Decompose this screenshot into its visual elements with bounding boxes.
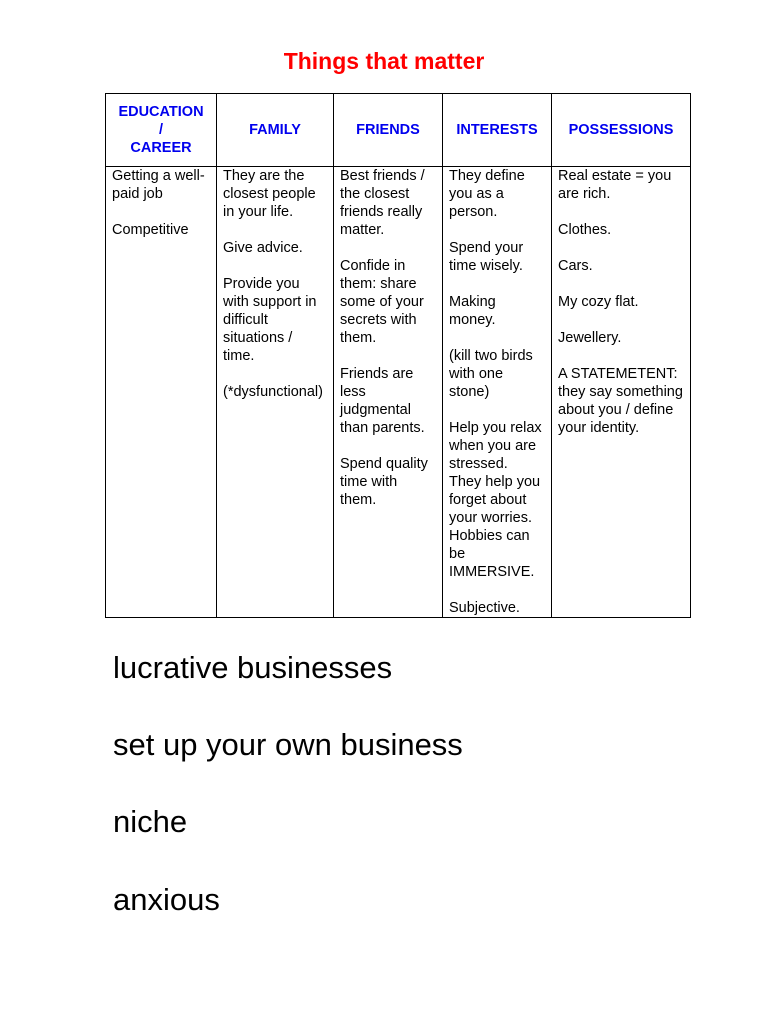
header-possessions <box>552 94 691 167</box>
cell-entry: Help you relax when you are stressed. <box>449 420 542 472</box>
cell-entry: Getting a well-paid job <box>112 168 205 202</box>
cell-entry: Friends are less judgmental than parents. <box>340 366 425 436</box>
header-line: CAREER <box>130 140 192 156</box>
cell-possessions <box>552 167 691 618</box>
header-line: FRIENDS <box>356 122 420 138</box>
page-title: Things that matter <box>283 48 485 74</box>
cell-entry: Cars. <box>558 258 593 274</box>
cell-entry: Provide you with support in difficult situations / time. <box>223 276 317 364</box>
vocab-item: lucrative businesses <box>113 650 393 685</box>
vocab-item: anxious <box>113 882 220 917</box>
cell-entry: Hobbies can be IMMERSIVE. <box>449 528 535 580</box>
cell-entry: My cozy flat. <box>558 294 639 310</box>
cell-entry: Spend your time wisely. <box>449 240 524 274</box>
header-line: FAMILY <box>249 122 301 138</box>
cell-entry: Competitive <box>112 222 189 238</box>
cell-family <box>217 167 334 618</box>
cell-entry: (kill two birds with one stone) <box>449 348 533 400</box>
cell-entry: Making money. <box>449 294 496 328</box>
cell-entry: Real estate = you are rich. <box>558 168 672 202</box>
table-row <box>106 167 691 618</box>
vocab-item: niche <box>113 804 188 839</box>
header-line: EDUCATION <box>118 104 204 120</box>
cell-entry: They help you forget about your worries. <box>449 474 541 526</box>
cell-education-career <box>106 167 217 618</box>
header-line: POSSESSIONS <box>568 122 674 138</box>
things-table <box>105 93 691 618</box>
cell-entry: Subjective. <box>449 600 520 616</box>
header-line: / <box>158 122 164 138</box>
header-education-career <box>106 94 217 167</box>
cell-entry: A STATEMETENT: they say something about you / define your identity. <box>558 366 683 436</box>
cell-entry: Best friends / the closest friends really matter. <box>340 168 425 238</box>
cell-interests <box>443 167 552 618</box>
header-interests <box>443 94 552 167</box>
cell-entry: Clothes. <box>558 222 612 238</box>
header-friends <box>334 94 443 167</box>
cell-entry: Confide in them: share some of your secrets with them. <box>340 258 424 346</box>
header-line: INTERESTS <box>456 122 538 138</box>
vocab-item: set up your own business <box>113 727 463 762</box>
cell-entry: They define you as a person. <box>449 168 525 220</box>
cell-entry: Give advice. <box>223 240 303 256</box>
cell-friends <box>334 167 443 618</box>
cell-entry: (*dysfunctional) <box>223 384 323 400</box>
table-header-row <box>106 94 691 167</box>
header-family <box>217 94 334 167</box>
cell-entry: They are the closest people in your life. <box>223 168 316 220</box>
cell-entry: Spend quality time with them. <box>340 456 428 508</box>
cell-entry: Jewellery. <box>558 330 622 346</box>
